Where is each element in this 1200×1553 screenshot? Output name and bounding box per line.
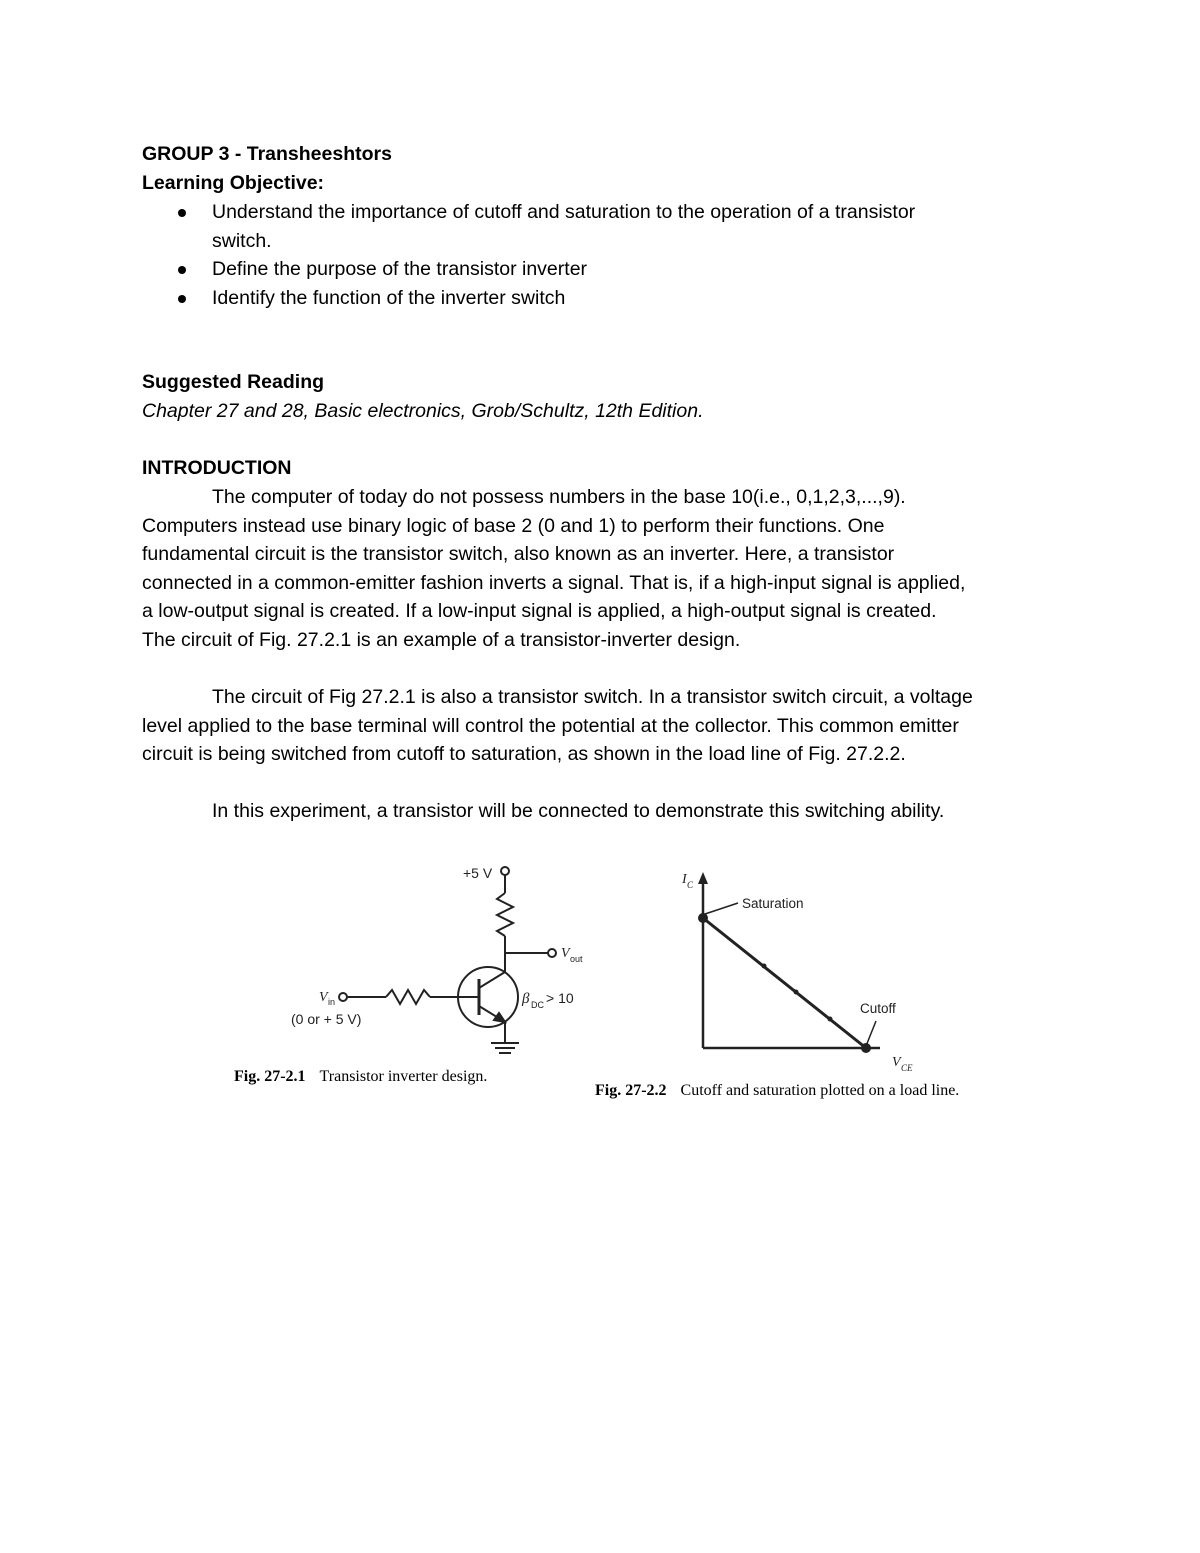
cutoff-pointer	[866, 1021, 876, 1046]
figure2-caption-number: Fig. 27-2.2	[595, 1082, 667, 1099]
vin-label: V	[319, 990, 328, 1005]
collector-resistor	[497, 893, 513, 936]
x-axis-label: V	[892, 1055, 901, 1070]
load-line	[703, 918, 866, 1048]
beta-subscript: DC	[531, 1000, 544, 1010]
figure1-caption-text: Transistor inverter design.	[319, 1068, 488, 1085]
vin-subscript: in	[328, 997, 336, 1007]
objective-item: Identify the function of the inverter switch	[142, 284, 915, 313]
objective-item: Understand the importance of cutoff and saturation to the operation of a transistor	[142, 198, 915, 227]
x-axis-subscript: CE	[901, 1063, 913, 1073]
emitter-arrow-icon	[494, 1013, 505, 1022]
saturation-point	[698, 913, 708, 923]
transistor-inverter-circuit	[339, 867, 556, 1053]
group-title: GROUP 3 - Transheeshtors	[142, 143, 392, 165]
y-axis-label: I	[682, 872, 687, 887]
vout-subscript: out	[570, 954, 583, 964]
y-axis-subscript: C	[687, 880, 694, 890]
cutoff-point	[861, 1043, 871, 1053]
y-axis-arrow-icon	[698, 872, 708, 884]
supply-label: +5 V	[463, 865, 493, 881]
objective-item-continued: switch.	[212, 229, 272, 252]
supply-terminal	[501, 867, 509, 875]
introduction-heading: INTRODUCTION	[142, 457, 292, 479]
introduction-paragraph-1: The computer of today do not possess numbers in the base 10(i.e., 0,1,2,3,...,9). Computers instead use binary logic of base 2 (0 and 1) to perform their functions. One fundamental circuit is the transistor switch, also known as an inverter. Here, a transistor connected in a common-emitter fashion inverts a signal. That is, if a high-input signal is applied, a low-output signal is created. If a low-input signal is applied, a high-output signal is created. The circuit of Fig. 27.2.1 is an example of a transistor-inverter design.	[142, 486, 966, 651]
cutoff-label: Cutoff	[860, 1001, 896, 1016]
figure1-caption	[234, 1068, 487, 1086]
saturation-pointer	[705, 903, 738, 914]
figure1-caption-number: Fig. 27-2.1	[234, 1068, 306, 1085]
vin-range-label: (0 or + 5 V)	[291, 1011, 362, 1027]
reading-text: Chapter 27 and 28, Basic electronics, Grob/Schultz, 12th Edition.	[142, 400, 704, 422]
beta-label: β	[522, 991, 530, 1007]
figure2-caption-text: Cutoff and saturation plotted on a load line.	[680, 1082, 960, 1099]
objective-heading: Learning Objective:	[142, 172, 325, 194]
beta-value: > 10	[546, 990, 574, 1006]
output-terminal	[548, 949, 556, 957]
load-line-marker	[794, 990, 799, 995]
objective-item: Define the purpose of the transistor inverter	[142, 255, 915, 284]
transistor-collector-lead	[479, 972, 505, 988]
figure2-caption	[595, 1082, 959, 1100]
load-line-marker	[762, 964, 767, 969]
reading-heading: Suggested Reading	[142, 371, 325, 393]
load-line-marker	[828, 1017, 833, 1022]
saturation-label: Saturation	[742, 896, 804, 911]
introduction-paragraph-2: The circuit of Fig 27.2.1 is also a transistor switch. In a transistor switch circuit, a voltage level applied to the base terminal will control the potential at the collector. This common emitter circuit is being switched from cutoff to saturation, as shown in the load line of Fig. 27.2.2.	[142, 686, 973, 765]
introduction-paragraph-3: In this experiment, a transistor will be connected to demonstrate this switching ability.	[212, 800, 945, 822]
input-terminal	[339, 993, 347, 1001]
base-resistor	[386, 990, 430, 1004]
vout-label: V	[561, 946, 570, 961]
